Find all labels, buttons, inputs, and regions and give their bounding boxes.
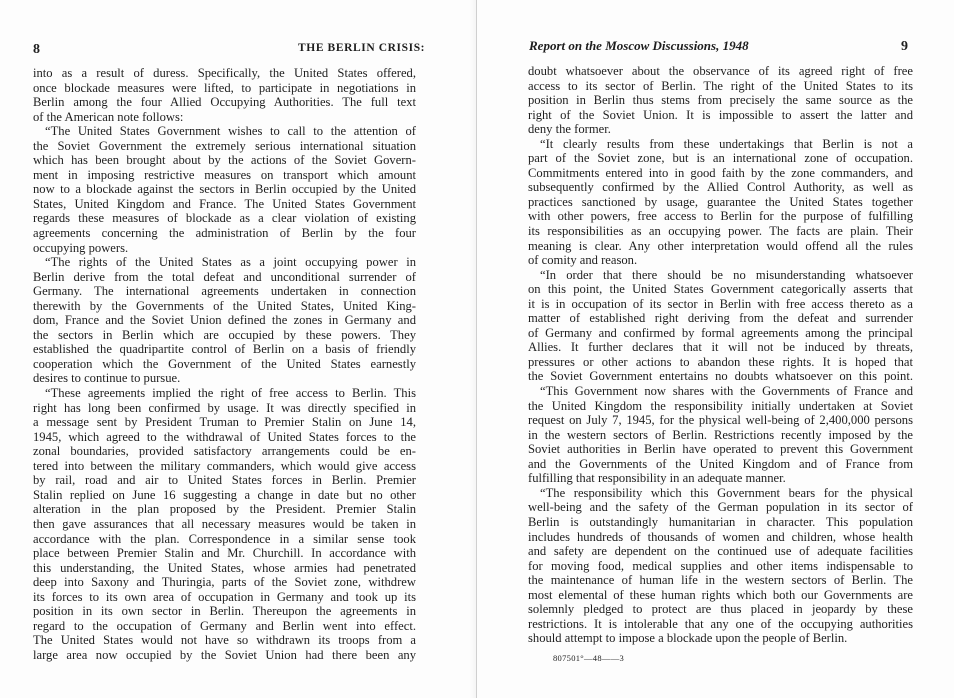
text-line: now to a blockade against the sectors in Berlin occupied by the United xyxy=(33,182,416,197)
page-number: 9 xyxy=(901,39,908,54)
paragraph-first-line: “In order that there should be no misunderstanding whatsoever xyxy=(540,267,913,282)
text-line: this understanding, the United States, whose armies had penetrated xyxy=(33,560,416,575)
right-page xyxy=(477,0,954,698)
text-line: cooperation which the Government of the United States earnestly xyxy=(33,356,416,371)
paragraph-first-line: “The rights of the United States as a joint occupying power in xyxy=(45,255,416,270)
text-line: the Soviet Government entertains no doubts whatsoever on this point. xyxy=(528,369,913,384)
running-head: Report on the Moscow Discussions, 1948 xyxy=(529,38,749,53)
text-line: the Soviet Government the extremely serious international situation xyxy=(33,138,416,153)
text-line: fulfilling that responsibility in an adequate manner. xyxy=(528,471,786,486)
text-line: therewith by the Governments of the United States, United King- xyxy=(33,298,416,313)
text-line: subsequently confirmed by the Allied Control Authority, as well as xyxy=(528,180,913,195)
text-line: position in its own sector in Berlin. Thereupon the agreements in xyxy=(33,604,416,619)
text-line: doubt whatsoever about the observance of its agreed right of free xyxy=(528,64,913,78)
text-line: position in Berlin thus stems from precisely the same source as the xyxy=(528,93,913,108)
page-number: 8 xyxy=(33,42,40,57)
text-line: established the quadripartite control of Berlin on a basis of friendly xyxy=(33,342,416,357)
text-line: Commitments entered into in good faith by the zone commanders, and xyxy=(528,165,913,180)
text-line: with other powers, free access to Berlin for the purpose of fulfilling xyxy=(528,209,913,224)
text-line: it is in occupation of its sector in Berlin with free access thereto as a xyxy=(528,296,913,311)
text-line: right of the Soviet Union. It is impossible to assert the latter and xyxy=(528,107,913,122)
text-line: meaning is clear. Any other interpretation would offend all the rules xyxy=(528,238,913,253)
text-line: into as a result of duress. Specifically, the United States offered, xyxy=(33,66,416,80)
text-line: most elemental of these human rights which both our Governments are xyxy=(528,587,913,602)
text-line: Stalin replied on June 16 suggesting a change in date but no other xyxy=(33,487,416,502)
text-line: regards these measures of blockade as a clear violation of existing xyxy=(33,211,416,226)
text-line: restrictions. It is intolerable that any one of the occupying authorities xyxy=(528,616,913,631)
body-text xyxy=(33,66,416,662)
running-head: THE BERLIN CRISIS: xyxy=(298,42,426,54)
text-line: includes hundreds of thousands of women and children, whose health xyxy=(528,529,913,544)
text-line: and the Governments of the United Kingdom and of France from xyxy=(528,456,913,471)
text-line: the United Kingdom the responsibility initially undertaken at Soviet xyxy=(528,398,913,413)
text-line: right has long been confirmed by usage. It was directly specified in xyxy=(33,400,416,415)
text-line: agreements concerning the administration of Berlin by the four xyxy=(33,226,416,241)
text-line: alteration in the plan proposed by the President. Premier Stalin xyxy=(33,502,416,517)
text-line: Berlin among the four Allied Occupying Authorities. The full text xyxy=(33,95,416,110)
text-line: Berlin is outstandingly humanitarian in character. This population xyxy=(528,514,913,529)
paragraph-first-line: “The United States Government wishes to call to the attention of xyxy=(45,124,416,139)
text-line: occupying powers. xyxy=(33,240,129,255)
text-line: 1945, which agreed to the withdrawal of United States forces to the xyxy=(33,429,416,444)
print-code: 807501°—48——3 xyxy=(553,653,625,663)
text-line: zonal boundaries, provided satisfactory arrangements could be en- xyxy=(33,444,416,459)
text-line: of comity and reason. xyxy=(528,253,638,268)
text-line: a message sent by President Truman to Premier Stalin on June 14, xyxy=(33,415,416,430)
text-line: by rail, road and air to United States forces in Berlin. Premier xyxy=(33,473,416,488)
text-line: Soviet authorities in Berlin have operated to prevent this Government xyxy=(528,442,913,457)
text-line: for moving food, medical supplies and other items indispensable to xyxy=(528,558,913,573)
paragraph-first-line: “These agreements implied the right of free access to Berlin. This xyxy=(45,386,416,401)
text-line: once blockade measures were lifted, to participate in negotiations in xyxy=(33,80,416,95)
text-line: The United States would not have so withdrawn its troops from a xyxy=(33,633,416,648)
text-line: its forces to its own area of occupation in Germany and took up its xyxy=(33,589,416,604)
text-line: States, United Kingdom and France. The United States Government xyxy=(33,196,416,211)
text-line: matter of established right deriving from the defeat and surrender xyxy=(528,311,913,326)
text-line: of Germany and confirmed by formal agreements among the principal xyxy=(528,325,913,340)
text-line: the maintenance of human life in the western sectors of Berlin. The xyxy=(528,573,913,588)
paragraph-first-line: “The responsibility which this Government bears for the physical xyxy=(540,485,913,500)
text-line: should attempt to impose a blockade upon the people of Berlin. xyxy=(528,631,848,646)
text-line: Germany. The international agreements undertaken in connection xyxy=(33,284,416,299)
text-line: deny the former. xyxy=(528,122,611,137)
text-line: access to its sector of Berlin. The right of the United States to its xyxy=(528,78,913,93)
text-line: ment in imposing restrictive measures on transport which amount xyxy=(33,167,416,182)
text-line: part of the Soviet zone, but is an international zone of occupation. xyxy=(528,151,913,166)
paragraph-first-line: “This Government now shares with the Governments of France and xyxy=(540,384,913,399)
text-line: pressures or other actions to abandon these rights. It is hoped that xyxy=(528,354,913,369)
paragraph-first-line: “It clearly results from these undertakings that Berlin is not a xyxy=(540,136,913,151)
text-line: dom, France and the Soviet Union defined the zones in Germany and xyxy=(33,313,416,328)
left-page xyxy=(0,0,476,698)
text-line: Berlin derive from the total defeat and unconditional surrender of xyxy=(33,269,416,284)
text-line: practices sanctioned by usage, guarantee the United States together xyxy=(528,194,913,209)
text-line: large area now occupied by the Soviet Union had there been any xyxy=(33,647,416,662)
text-line: tered into between the military commanders, which would give access xyxy=(33,458,416,473)
text-line: deep into Saxony and Thuringia, parts of the Soviet zone, withdrew xyxy=(33,575,416,590)
text-line: place between Premier Stalin and Mr. Churchill. In accordance with xyxy=(33,546,416,561)
text-line: well-being and the safety of the German population in its sector of xyxy=(528,500,913,515)
text-line: then gave assurances that all necessary measures would be taken in xyxy=(33,516,416,531)
text-line: Allies. It further declares that it will not be induced by threats, xyxy=(528,340,913,355)
text-line: regard to the occupation of Germany and Berlin went into effect. xyxy=(33,618,416,633)
text-line: in the western sectors of Berlin. Restrictions recently imposed by the xyxy=(528,427,913,442)
body-text xyxy=(528,64,913,646)
text-line: the sectors in Berlin which are occupied by these powers. They xyxy=(33,327,416,342)
text-line: on this point, the United States Government categorically asserts that xyxy=(528,282,913,297)
text-line: solemnly pledged to protect are thus placed in jeopardy by these xyxy=(528,602,913,617)
text-line: request on July 7, 1945, for the physical well-being of 2,400,000 persons xyxy=(528,413,913,428)
text-line: desires to continue to pursue. xyxy=(33,371,181,386)
text-line: of the American note follows: xyxy=(33,109,184,124)
text-line: which has been brought about by the actions of the Soviet Govern- xyxy=(33,153,416,168)
text-line: accordance with the plan. Correspondence in a similar sense took xyxy=(33,531,416,546)
text-line: and safety are dependent on the continued use of adequate facilities xyxy=(528,544,913,559)
text-line: its responsibilities as an occupying power. The facts are plain. Their xyxy=(528,224,913,239)
